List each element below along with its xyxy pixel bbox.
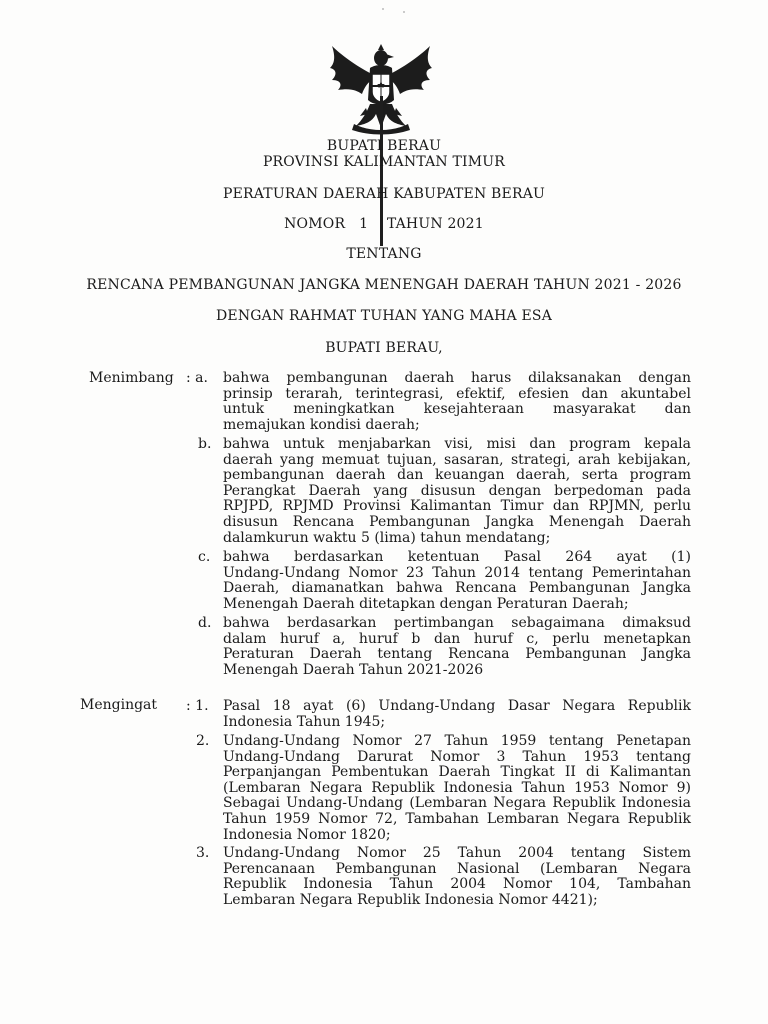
text-line: Perencanaan Pembangunan Nasional (Lembaran Negara bbox=[223, 860, 691, 877]
authority-line: BUPATI BERAU, bbox=[325, 340, 443, 356]
mengingat-item-1 bbox=[223, 699, 691, 730]
text-line: Peraturan Daerah tentang Rencana Pembangunan Jangka bbox=[223, 646, 691, 663]
menimbang-item-d bbox=[223, 616, 691, 678]
scan-speck bbox=[382, 8, 384, 10]
mengingat-marker-3: 3. bbox=[196, 845, 210, 861]
text-line: Sebagai Undang-Undang (Lembaran Negara Republik Indonesia bbox=[223, 795, 691, 812]
regulation-number: NOMOR 1 TAHUN 2021 bbox=[284, 216, 484, 232]
text-line: Perangkat Daerah yang disusun dengan berpedoman pada bbox=[223, 482, 691, 499]
text-line: RPJPD, RPJMD Provinsi Kalimantan Timur dan RPJMN, perlu bbox=[223, 498, 691, 515]
text-line: Undang-Undang Nomor 25 Tahun 2004 tentang Sistem bbox=[223, 845, 691, 861]
text-line: memajukan kondisi daerah; bbox=[223, 416, 420, 433]
province-title: PROVINSI KALIMANTAN TIMUR bbox=[262, 154, 506, 170]
text-line: Perpanjangan Pembentukan Daerah Tingkat II di Kalimantan bbox=[223, 764, 691, 781]
text-line: Undang-Undang Nomor 27 Tahun 1959 tentang Penetapan bbox=[223, 733, 691, 749]
menimbang-item-c bbox=[223, 550, 691, 612]
menimbang-marker-d: d. bbox=[198, 615, 212, 631]
menimbang-marker-b: b. bbox=[198, 436, 212, 452]
mengingat-marker-2: 2. bbox=[196, 733, 210, 749]
tentang-heading: TENTANG bbox=[346, 246, 422, 262]
mengingat-marker-1: : 1. bbox=[186, 698, 209, 714]
text-line: Undang-Undang Nomor 23 Tahun 2014 tentang Pemerintahan bbox=[223, 564, 691, 581]
text-line: Undang-Undang Darurat Nomor 3 Tahun 1953 tentang bbox=[223, 748, 691, 765]
menimbang-item-a bbox=[223, 371, 691, 433]
blessing-line: DENGAN RAHMAT TUHAN YANG MAHA ESA bbox=[215, 308, 553, 324]
regent-title: BUPATI BERAU bbox=[326, 138, 442, 154]
text-line: Menengah Daerah ditetapkan dengan Peraturan Daerah; bbox=[223, 595, 629, 612]
text-line: daerah yang memuat tujuan, sasaran, strategi, arah kebijakan, bbox=[223, 451, 691, 468]
mengingat-item-3 bbox=[223, 846, 691, 908]
text-line: bahwa berdasarkan ketentuan Pasal 264 ayat (1) bbox=[223, 549, 691, 565]
text-line: Lembaran Negara Republik Indonesia Nomor 4421); bbox=[223, 891, 598, 908]
text-line: Tahun 1959 Nomor 72, Tambahan Lembaran Negara Republik bbox=[223, 810, 691, 827]
text-line: untuk meningkatkan kesejahteraan masyarakat dan bbox=[223, 401, 691, 418]
text-line: Pasal 18 ayat (6) Undang-Undang Dasar Negara Republik bbox=[223, 698, 691, 714]
regulation-title: PERATURAN DAERAH KABUPATEN BERAU bbox=[222, 186, 546, 202]
text-line: dalam huruf a, huruf b dan huruf c, perlu menetapkan bbox=[223, 630, 691, 647]
mengingat-label: Mengingat bbox=[80, 697, 158, 713]
text-line: bahwa untuk menjabarkan visi, misi dan program kepala bbox=[223, 436, 691, 452]
text-line: Menengah Daerah Tahun 2021-2026 bbox=[223, 661, 484, 678]
regulation-subject: RENCANA PEMBANGUNAN JANGKA MENENGAH DAERAH TAHUN 2021 - 2026 bbox=[86, 277, 682, 293]
menimbang-marker-a: : a. bbox=[186, 370, 208, 386]
text-line: disusun Rencana Pembangunan Jangka Menengah Daerah bbox=[223, 513, 691, 530]
text-line: Republik Indonesia Tahun 2004 Nomor 104, Tambahan bbox=[223, 876, 691, 893]
text-line: (Lembaran Negara Republik Indonesia Tahun 1953 Nomor 9) bbox=[223, 779, 691, 796]
text-line: Daerah, diamanatkan bahwa Rencana Pembangunan Jangka bbox=[223, 580, 691, 597]
menimbang-item-b bbox=[223, 437, 691, 546]
scan-speck bbox=[403, 11, 405, 13]
text-line: bahwa berdasarkan pertimbangan sebagaimana dimaksud bbox=[223, 615, 691, 631]
menimbang-label: Menimbang bbox=[89, 370, 174, 386]
mengingat-item-2 bbox=[223, 734, 691, 843]
text-line: dalamkurun waktu 5 (lima) tahun mendatang; bbox=[223, 529, 551, 546]
text-line: prinsip terarah, terintegrasi, efektif, efesien dan akuntabel bbox=[223, 385, 691, 402]
text-line: Indonesia Nomor 1820; bbox=[223, 826, 391, 843]
text-line: pembangunan daerah dan keuangan daerah, serta program bbox=[223, 467, 691, 484]
text-line: Indonesia Tahun 1945; bbox=[223, 713, 386, 730]
text-line: bahwa pembangunan daerah harus dilaksanakan dengan bbox=[223, 370, 691, 386]
menimbang-marker-c: c. bbox=[198, 549, 211, 565]
